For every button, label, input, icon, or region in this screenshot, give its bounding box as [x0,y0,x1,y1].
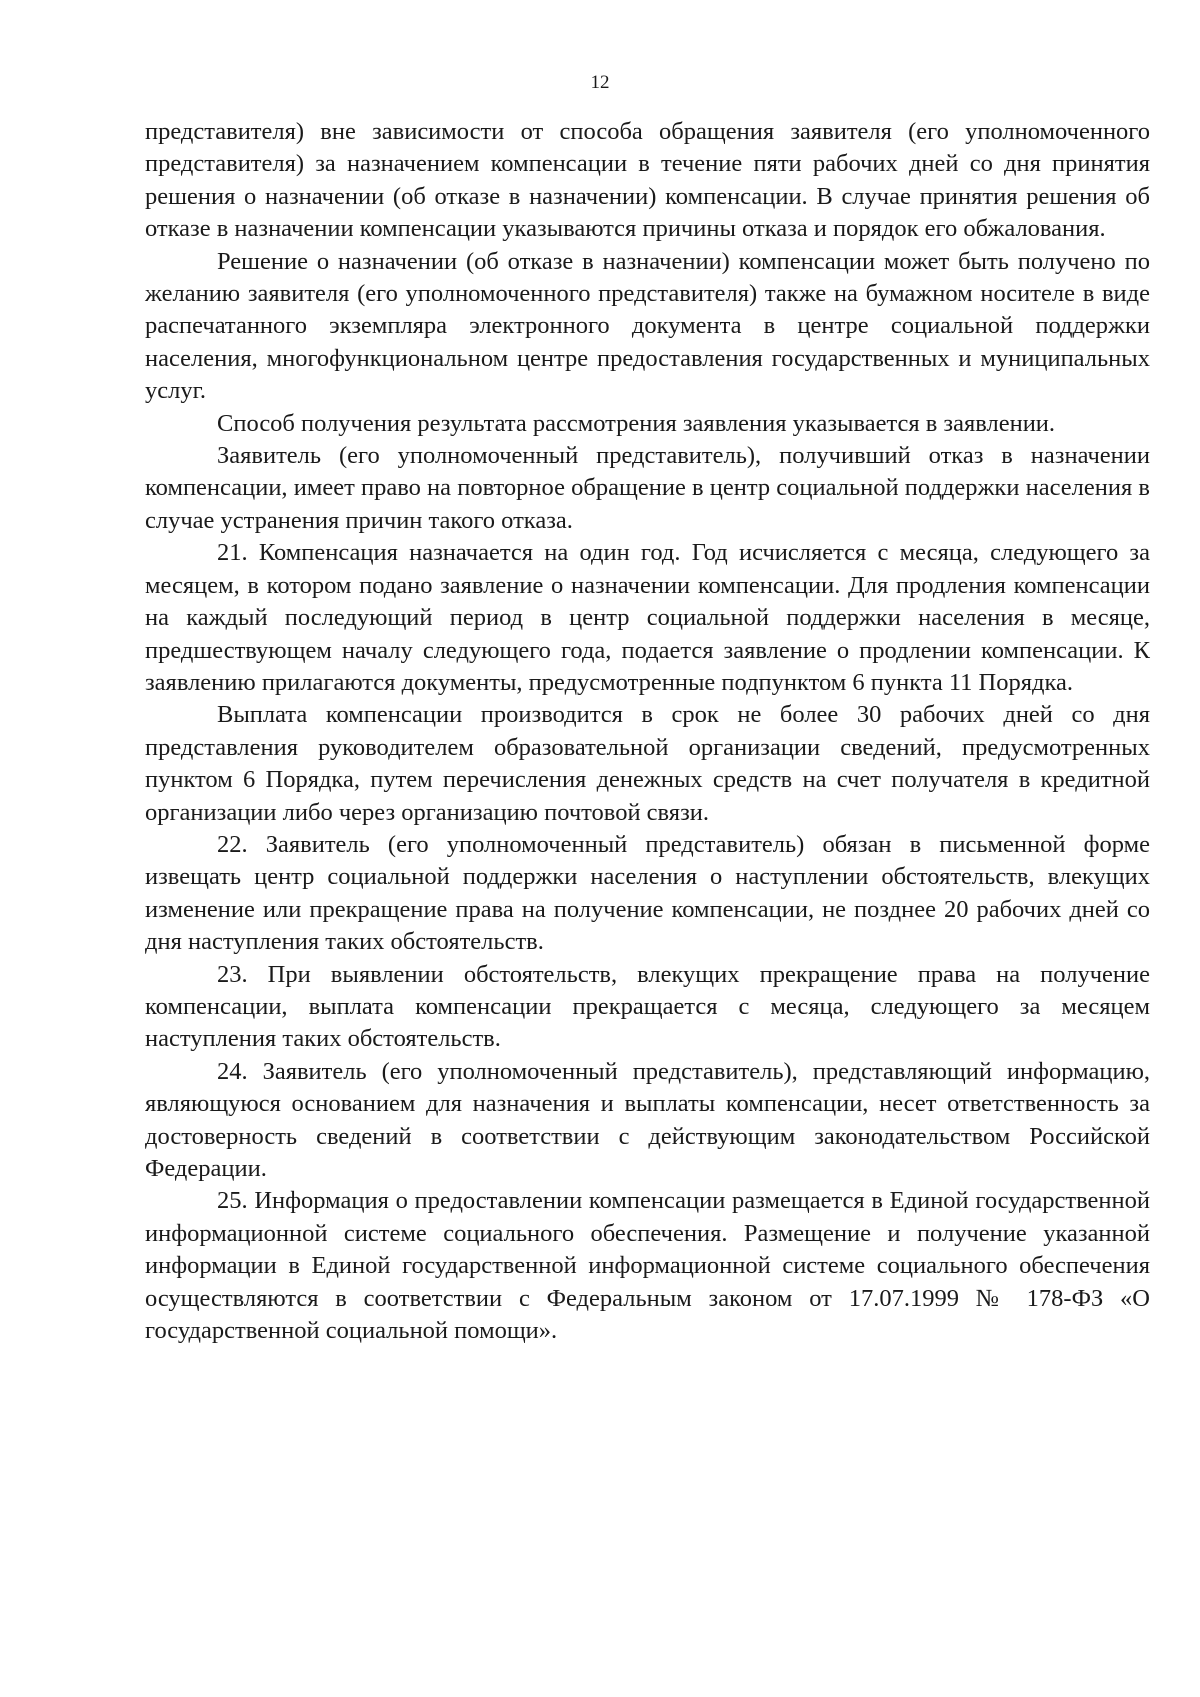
paragraph-item-23: 23. При выявлении обстоятельств, влекущих прекращение права на получение компенсации, выплата компенсации прекращается с месяца, следующего за месяцем наступления таких обстоятельств. [145,960,1150,1053]
paragraph-item-24: 24. Заявитель (его уполномоченный представитель), представляющий информацию, являющуюся основанием для назначения и выплаты компенсации, несет ответственность за достоверность сведений в соответствии с действующим законодательством Российской Федерации. [145,1057,1150,1182]
paragraph: Выплата компенсации производится в срок не более 30 рабочих дней со дня представления руководителем образовательной организации сведений, предусмотренных пунктом 6 Порядка, путем перечисления денежных средств на счет получателя в кредитной организации либо через организацию почтовой связи. [145,701,1150,826]
paragraph: Способ получения результата рассмотрения заявления указывается в заявлении. [217,409,1056,437]
paragraph-item-21: 21. Компенсация назначается на один год. Год исчисляется с месяца, следующего за месяцем, в котором подано заявление о назначении компенсации. Для продления компенсации на каждый последующий период в центр социальной поддержки населения в месяце, предшествующем началу следующего года, подается заявление о продлении компенсации. К заявлению прилагаются документы, предусмотренные подпунктом 6 пункта 11 Порядка. [145,539,1150,696]
paragraph: Решение о назначении (об отказе в назначении) компенсации может быть получено по желанию заявителя (его уполномоченного представителя) также на бумажном носителе в виде распечатанного экземпляра электронного документа в центре социальной поддержки населения, многофункциональном центре предоставления государственных и муниципальных услуг. [145,247,1150,405]
page-number: 12 [590,72,610,93]
paragraph: представителя) вне зависимости от способа обращения заявителя (его уполномоченного представителя) за назначением компенсации в течение пяти рабочих дней со дня принятия решения о назначении (об отказе в назначении) компенсации. В случае принятия решения об отказе в назначении компенсации указываются причины отказа и порядок его обжалования. [145,118,1150,243]
paragraph-item-22: 22. Заявитель (его уполномоченный представитель) обязан в письменной форме извещать центр социальной поддержки населения о наступлении обстоятельств, влекущих изменение или прекращение права на получение компенсации, не позднее 20 рабочих дней со дня наступления таких обстоятельств. [145,830,1150,956]
document-body [145,116,1150,1347]
paragraph: Заявитель (его уполномоченный представитель), получивший отказ в назначении компенсации, имеет право на повторное обращение в центр социальной поддержки населения в случае устранения причин такого отказа. [145,442,1150,534]
paragraph-item-25: 25. Информация о предоставлении компенсации размещается в Единой государственной информационной системе социального обеспечения. Размещение и получение указанной информации в Единой государственной информационной системе социального обеспечения осуществляются в соответствии с Федеральным законом от 17.07.1999 № 178-ФЗ «О государственной социальной помощи». [145,1187,1150,1345]
